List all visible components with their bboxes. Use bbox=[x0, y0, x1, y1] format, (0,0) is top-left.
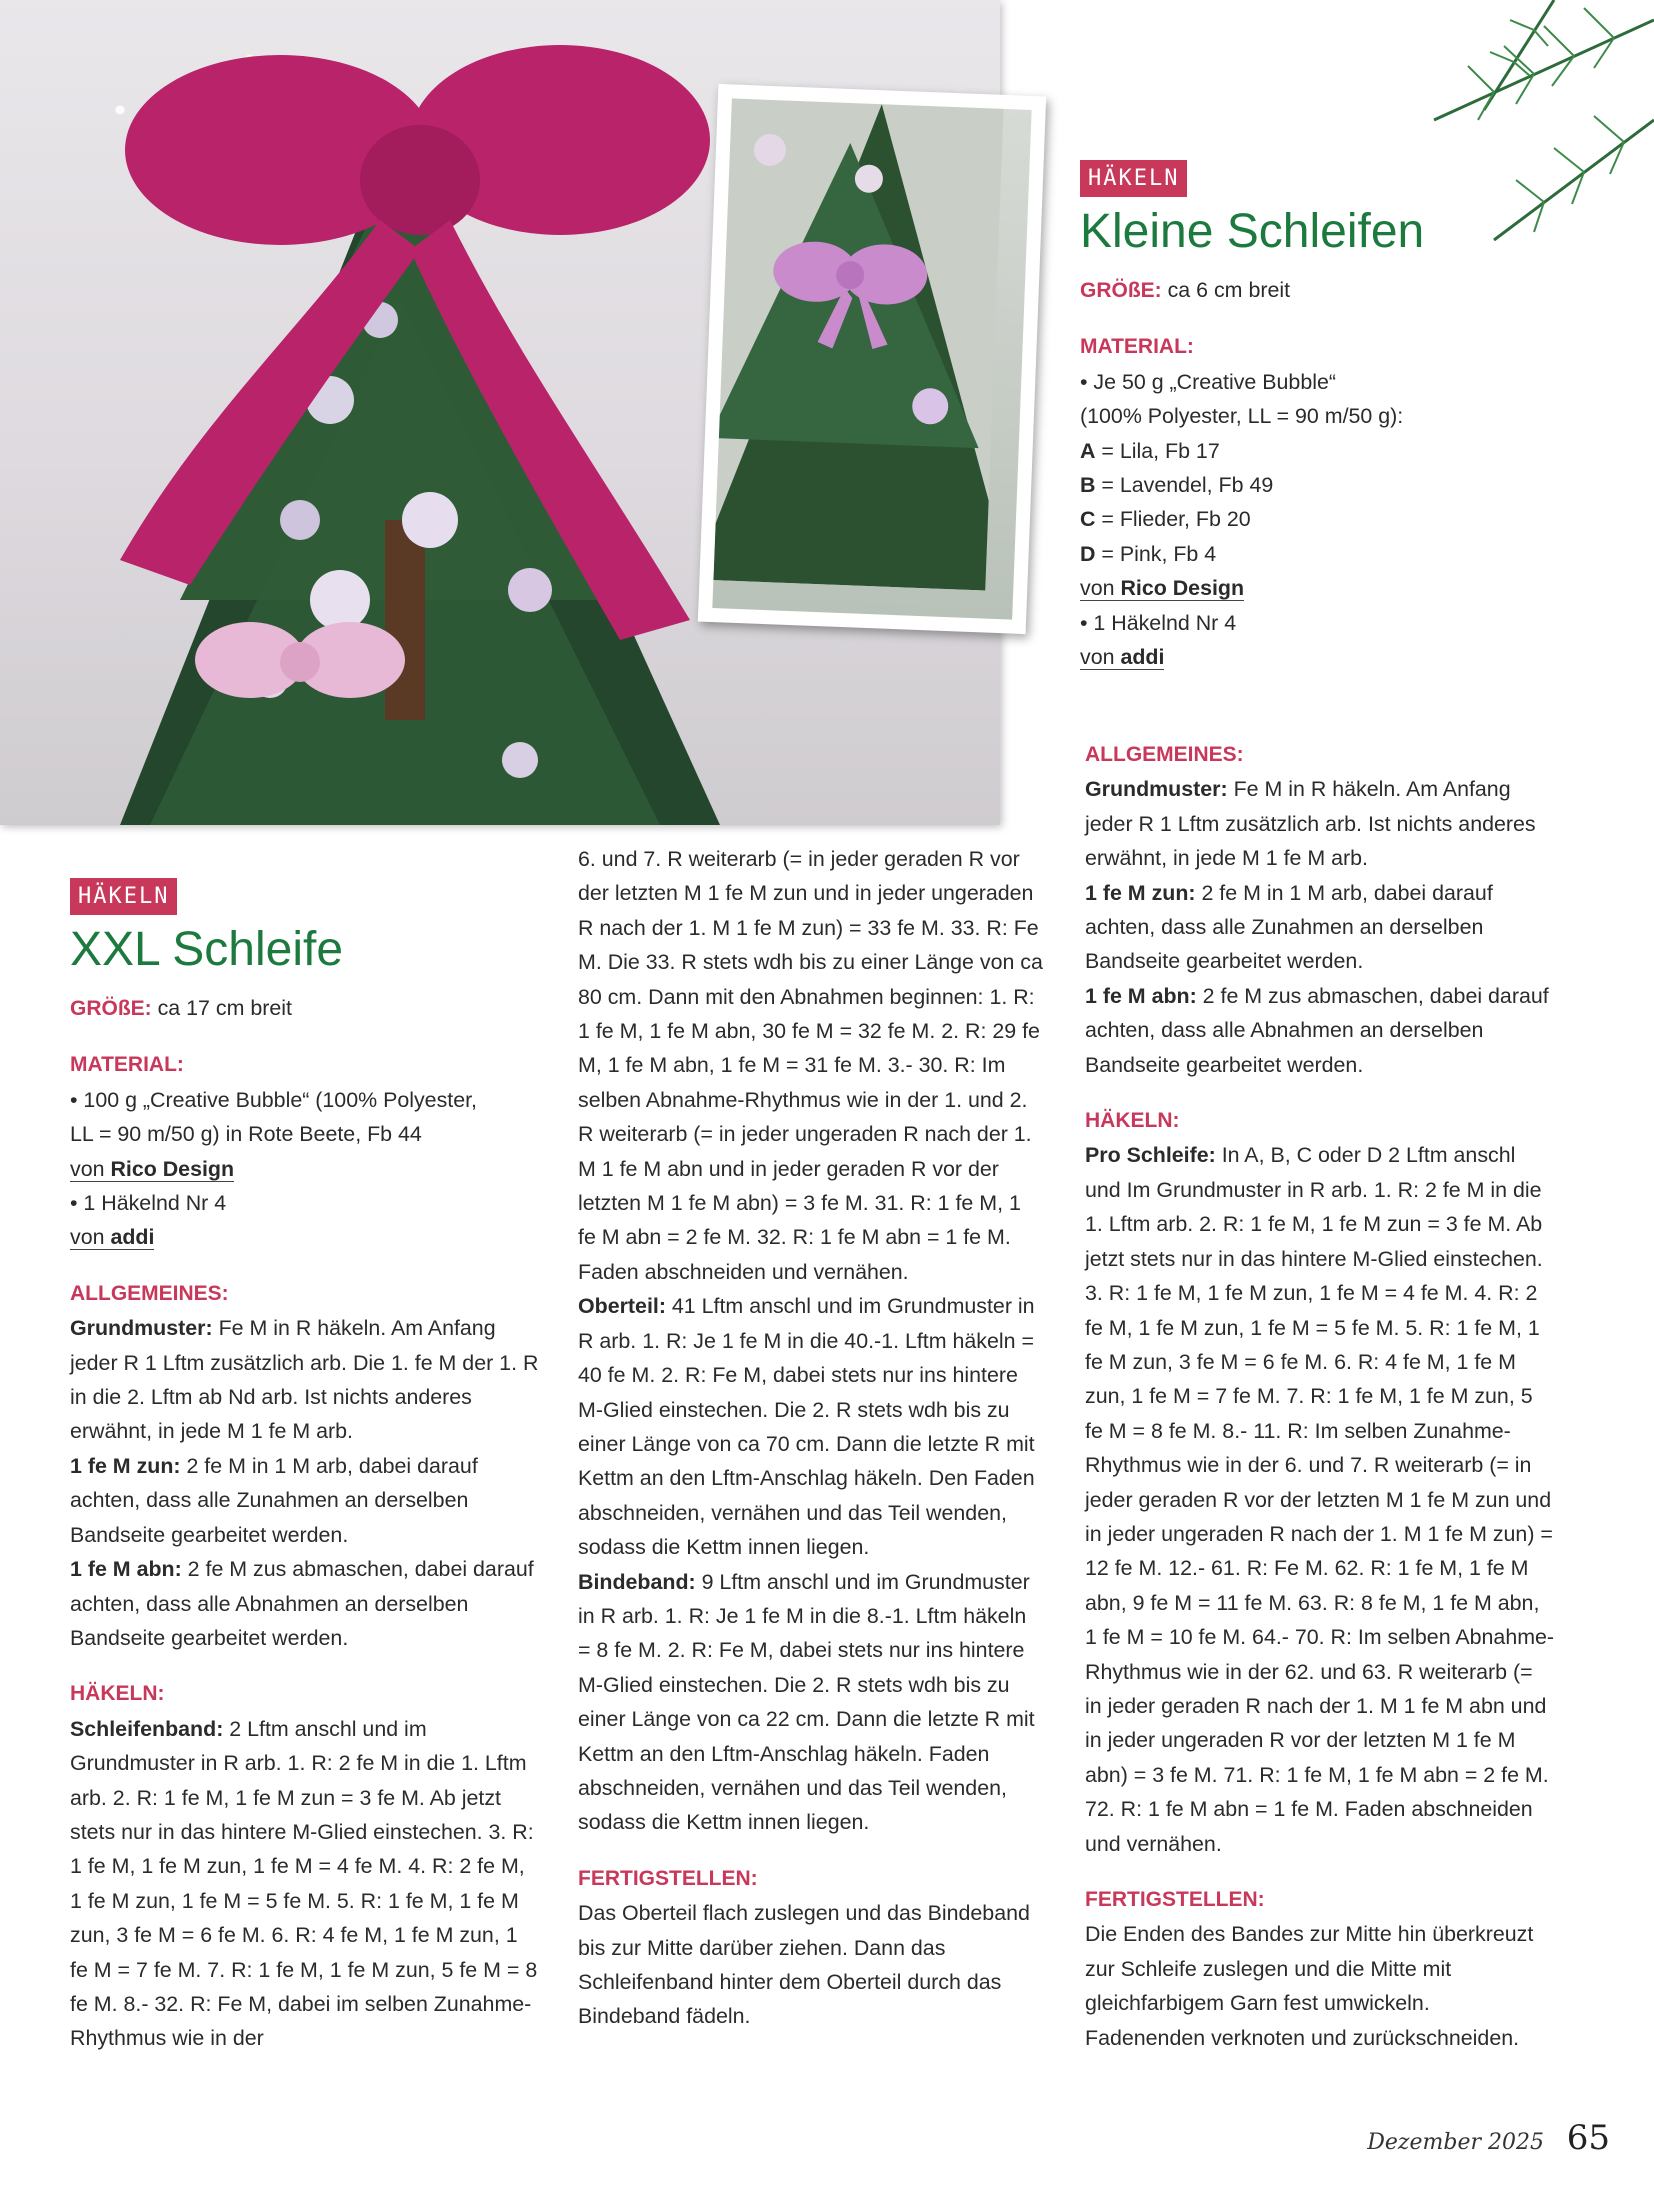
brand-line: von addi bbox=[1080, 645, 1165, 670]
crochet-label: HÄKELN: bbox=[70, 1682, 165, 1706]
brand-line: von addi bbox=[70, 1225, 155, 1250]
decrease-paragraph: 1 fe M abn: 2 fe M zus abmaschen, dabei darauf achten, dass alle Abnahmen an derselben Bandseite gearbeitet werden. bbox=[70, 1557, 534, 1650]
photo-small-bows-inset bbox=[698, 84, 1046, 634]
color-item: B = Lavendel, Fb 49 bbox=[1080, 473, 1274, 498]
size-line: GRÖßE: ca 6 cm breit bbox=[1080, 278, 1291, 302]
color-item: C = Flieder, Fb 20 bbox=[1080, 507, 1251, 532]
instructions-paragraph: Schleifenband: 2 Lftm anschl und im Grundmuster in R arb. 1. R: 2 fe M in die 1. Lftm arb. 2. R: 1 fe M, 1 fe M zun = 3 fe M. Ab jetzt stets nur in das hintere M-Glied einstechen. 3. R: 1 fe M, 1 fe M zun, 1 fe M = 4 fe M. 4. R: 2 fe M, 1 fe M zun, 1 fe M = 5 fe M. 5. R: 1 fe M, 1 fe M zun, 3 fe M = 6 fe M. 6. R: 4 fe M, 1 fe M zun, 1 fe M = 7 fe M. 7. R: 1 fe M, 1 fe M zun, 5 fe M = 8 fe M. 8.- 32. R: Fe M, dabei im selben Zunahme-Rhythmus wie in der bbox=[70, 1716, 538, 2051]
page-title-xxl-bow: XXL Schleife bbox=[70, 923, 344, 977]
tie-band-paragraph: Bindeband: 9 Lftm anschl und im Grundmuster in R arb. 1. R: Je 1 fe M in die 8.-1. Lftm häkeln = 8 fe M. 2. R: Fe M, dabei stets nur ins hintere M-Glied einstechen. Die 2. R stets wdh bis zu einer Länge von ca 22 cm. Dann die letzte R mit Kettm an den Lftm-Anschlag häkeln. Faden abschneiden, vernähen und das Teil wenden, sodass die Kettm innen liegen. bbox=[578, 1569, 1035, 1835]
brand-line: von Rico Design bbox=[1080, 576, 1245, 601]
inset-tree-illustration bbox=[713, 98, 1003, 590]
general-label: ALLGEMEINES: bbox=[1085, 743, 1244, 766]
page-number: 65 bbox=[1566, 2118, 1610, 2158]
increase-paragraph: 1 fe M zun: 2 fe M in 1 M arb, dabei darauf achten, dass alle Zunahmen an derselben Bandseite gearbeitet werden. bbox=[70, 1453, 478, 1547]
left-column bbox=[70, 878, 540, 2056]
increase-paragraph: 1 fe M zun: 2 fe M in 1 M arb, dabei darauf achten, dass alle Zunahmen an derselben Bandseite gearbeitet werden. bbox=[1085, 880, 1493, 974]
finishing-paragraph: Das Oberteil flach zuslegen und das Bindeband bis zur Mitte darüber ziehen. Dann das Schleifenband hinter dem Oberteil durch das Bindeband fädeln. bbox=[578, 1901, 1030, 2029]
crochet-label: HÄKELN: bbox=[1085, 1109, 1180, 1133]
material-line: (100% Polyester, LL = 90 m/50 g): bbox=[1080, 404, 1404, 429]
finishing-label: FERTIGSTELLEN: bbox=[1085, 1888, 1265, 1911]
top-part-paragraph: Oberteil: 41 Lftm anschl und im Grundmuster in R arb. 1. R: Je 1 fe M in die 40.-1. Lftm häkeln = 40 fe M. 2. R: Fe M, dabei stets nur ins hintere M-Glied einstechen. Die 2. R stets wdh bis zu einer Länge von ca 70 cm. Dann die letzte R mit Kettm an den Lftm-Anschlag häkeln. Den Faden abschneiden, vernähen und das Teil wenden, sodass die Kettm innen liegen. bbox=[578, 1294, 1035, 1560]
right-top-block bbox=[1080, 160, 1580, 674]
decrease-paragraph: 1 fe M abn: 2 fe M zus abmaschen, dabei darauf achten, dass alle Abnahmen an derselben Bandseite gearbeitet werden. bbox=[1085, 983, 1549, 1077]
color-item: A = Lila, Fb 17 bbox=[1080, 438, 1220, 463]
material-label: MATERIAL: bbox=[1080, 335, 1194, 359]
instructions-paragraph: Pro Schleife: In A, B, C oder D 2 Lftm anschl und Im Grundmuster in R arb. 1. R: 2 fe M in die 1. Lftm arb. 2. R: 1 fe M, 1 fe M zun = 3 fe M. Ab jetzt stets nur in das hintere M-Glied einstechen. 3. R: 1 fe M, 1 fe M zun, 1 fe M = 4 fe M. 4. R: 2 fe M, 1 fe M zun, 1 fe M = 5 fe M. 5. R: 1 fe M, 1 fe M zun, 3 fe M = 6 fe M. 6. R: 4 fe M, 1 fe M zun, 1 fe M = 7 fe M. 7. R: 1 fe M, 1 fe M zun, 5 fe M = 8 fe M. 8.- 11. R: Im selben Zunahme-Rhythmus wie in der 6. und 7. R weiterarb (= in jeder geraden R vor der letzten M 1 fe M zun und in jeder ungeraden R nach der 1. M 1 fe M zun) = 12 fe M. 12.- 61. R: Fe M. 62. R: 1 fe M, 1 fe M abn, 9 fe M = 11 fe M. 63. R: 8 fe M, 1 fe M abn, 1 fe M = 10 fe M. 64.- 70. R: Im selben Abnahme-Rhythmus wie in der 62. und 63. R weiterarb (= in jeder geraden R nach der 1. M 1 fe M abn und in jeder ungeraden R vor der letzten M 1 fe M abn) = 3 fe M. 71. R: 1 fe M, 1 fe M abn = 2 fe M. 72. R: 1 fe M abn = 1 fe M. Faden abschneiden und vernähen. bbox=[1085, 1143, 1555, 1856]
middle-column bbox=[578, 842, 1044, 2034]
section-tag: HÄKELN bbox=[1080, 160, 1187, 197]
issue-date: Dezember 2025 bbox=[1367, 2130, 1544, 2155]
hook-line: • 1 Häkelnd Nr 4 bbox=[70, 1191, 227, 1216]
finishing-label: FERTIGSTELLEN: bbox=[578, 1866, 758, 1890]
pattern-paragraph: Grundmuster: Fe M in R häkeln. Am Anfang jeder R 1 Lftm zusätzlich arb. Die 1. fe M der 1. R in die 2. Lftm ab Nd arb. Ist nichts anderes erwähnt, in jede M 1 fe M arb. bbox=[70, 1316, 539, 1444]
instructions-paragraph: 6. und 7. R weiterarb (= in jeder geraden R vor der letzten M 1 fe M zun und in jeder ungeraden R nach der 1. M 1 fe M zun) = 33 fe M. 33. R: Fe M. Die 33. R stets wdh bis zu einer Länge von ca 80 cm. Dann mit den Abnahmen beginnen: 1. R: 1 fe M, 1 fe M abn, 30 fe M = 32 fe M. 2. R: 29 fe M, 1 fe M abn, 1 fe M = 31 fe M. 3.- 30. R: Im selben Abnahme-Rhythmus wie in der 1. und 2. R weiterarb (= in jeder ungeraden R nach der 1. M 1 fe M abn und in jeder geraden R vor der letzten M 1 fe M abn) = 3 fe M. 31. R: 1 fe M, 1 fe M abn = 2 fe M. 32. R: 1 fe M abn = 1 fe M. Faden abschneiden und vernähen. bbox=[578, 847, 1043, 1284]
color-item: D = Pink, Fb 4 bbox=[1080, 541, 1217, 566]
right-bottom-column bbox=[1085, 738, 1555, 2055]
material-label: MATERIAL: bbox=[70, 1053, 184, 1077]
size-line: GRÖßE: ca 17 cm breit bbox=[70, 996, 292, 1020]
finishing-paragraph: Die Enden des Bandes zur Mitte hin überkreuzt zur Schleife zuslegen und die Mitte mit gleichfarbigem Garn fest umwickeln. Fadenenden verknoten und zurückschneiden. bbox=[1085, 1922, 1534, 2050]
material-line: • 100 g „Creative Bubble“ (100% Polyester, bbox=[70, 1087, 477, 1112]
pattern-paragraph: Grundmuster: Fe M in R häkeln. Am Anfang jeder R 1 Lftm zusätzlich arb. Ist nichts anderes erwähnt, in jede M 1 fe M arb. bbox=[1085, 777, 1536, 871]
hook-line: • 1 Häkelnd Nr 4 bbox=[1080, 610, 1237, 635]
general-label: ALLGEMEINES: bbox=[70, 1281, 229, 1305]
page-title-small-bows: Kleine Schleifen bbox=[1080, 205, 1425, 259]
material-line: • Je 50 g „Creative Bubble“ bbox=[1080, 369, 1336, 394]
brand-line: von Rico Design bbox=[70, 1156, 235, 1181]
section-tag: HÄKELN bbox=[70, 878, 177, 915]
material-line: LL = 90 m/50 g) in Rote Beete, Fb 44 bbox=[70, 1122, 422, 1147]
